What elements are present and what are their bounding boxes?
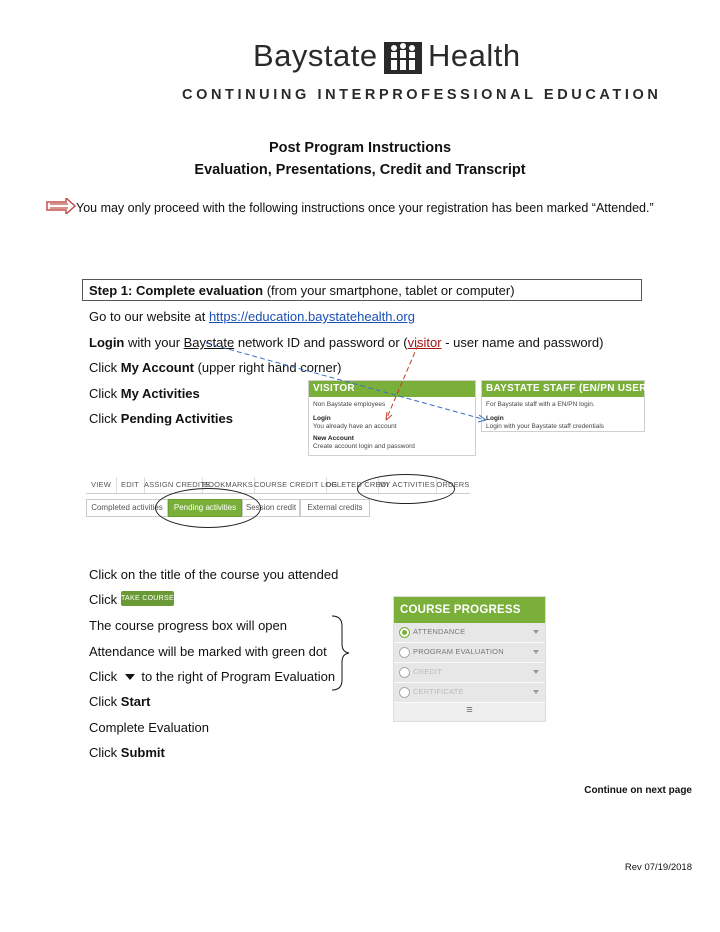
tab-my-activities[interactable]: MY ACTIVITIES (378, 477, 437, 493)
progress-open-line: The course progress box will open (89, 618, 287, 633)
complete-eval-line: Complete Evaluation (89, 720, 209, 735)
login-mid1: with your (124, 335, 184, 350)
step1-detail: (from your smartphone, tablet or computer) (263, 283, 515, 298)
brace-icon (330, 614, 350, 692)
highlight-oval-my-activities (357, 474, 455, 504)
login-bold: Login (89, 335, 125, 350)
logo-word-left: Baystate (253, 38, 378, 73)
website-prefix: Go to our website at (89, 309, 209, 324)
continue-note: Continue on next page (584, 785, 692, 796)
tab-assign-credits[interactable]: ASSIGN CREDITS (144, 477, 203, 493)
visitor-new-desc: Create account login and password (313, 443, 415, 450)
step1-heading: Step 1: Complete evaluation (89, 283, 264, 298)
account-prefix: Click (89, 360, 121, 375)
take-course-button[interactable]: TAKE COURSE ▸ (121, 591, 174, 606)
subtab-completed-activities[interactable]: Completed activities (86, 499, 168, 517)
caret-down-icon (125, 674, 135, 680)
page-subtitle: Evaluation, Presentations, Credit and Transcript (194, 162, 526, 178)
page-title: Post Program Instructions (268, 140, 452, 156)
subtab-session-credit[interactable]: Session credit (242, 499, 300, 517)
visitor-desc: Non Baystate employees (313, 401, 386, 408)
click-arrow-line (89, 669, 335, 684)
visitor-login-link[interactable]: Login (313, 415, 331, 422)
chevron-down-icon[interactable] (533, 670, 539, 674)
login-end: - user name and password) (441, 335, 604, 350)
revision-date: Rev 07/19/2018 (624, 862, 692, 873)
visitor-new-account-link[interactable]: New Account (313, 435, 354, 442)
pending-bold: Pending Activities (120, 411, 233, 426)
attendance-line: Attendance will be marked with green dot (89, 644, 327, 659)
start-bold: Start (120, 694, 151, 709)
staff-login-link[interactable]: Login (486, 415, 504, 422)
tab-orders[interactable]: ORDERS (436, 480, 470, 489)
progress-row-attendance[interactable] (394, 623, 545, 643)
progress-row-credit[interactable] (394, 663, 545, 683)
staff-panel-head: BAYSTATE STAFF (EN/PN USERS) (482, 381, 644, 397)
click-submit-line (89, 745, 165, 760)
progress-row-certificate[interactable] (394, 683, 545, 703)
empty-dot-icon (399, 687, 410, 698)
activities-bold: My Activities (120, 386, 200, 401)
progress-row-program-evaluation[interactable] (394, 643, 545, 663)
activities-prefix: Click (89, 386, 121, 401)
notice-text: You may only proceed with the following instructions once your registration has been marked “Attended.” (76, 201, 654, 215)
empty-dot-icon (399, 667, 410, 678)
subtab-external-credits[interactable]: External credits (300, 499, 370, 517)
subtab-pending-activities[interactable]: Pending activities (168, 499, 242, 517)
course-progress-box (393, 596, 546, 722)
chevron-down-icon[interactable] (533, 690, 539, 694)
submit-prefix: Click (89, 745, 121, 760)
account-end: (upper right hand corner) (193, 360, 342, 375)
progress-label-certificate: CERTIFICATE (413, 687, 464, 696)
logo-word-right: Health (428, 38, 521, 73)
tab-bookmarks[interactable]: BOOKMARKS (202, 477, 255, 493)
tab-course-credit-log[interactable]: COURSE CREDIT LOG (254, 477, 327, 493)
staff-login-desc: Login with your Baystate staff credentials (486, 423, 605, 430)
hamburger-icon[interactable]: ≡ (466, 704, 473, 716)
tab-edit[interactable]: EDIT (116, 477, 145, 493)
progress-label-attendance: ATTENDANCE (413, 627, 466, 636)
progress-label-evaluation: PROGRAM EVALUATION (413, 647, 504, 656)
visitor-login-desc: You already have an account (313, 423, 397, 430)
tab-view[interactable]: VIEW (86, 477, 117, 493)
empty-dot-icon (399, 647, 410, 658)
chevron-down-icon[interactable] (533, 630, 539, 634)
click-arrow-prefix: Click (89, 669, 118, 684)
login-visitor: visitor (407, 335, 442, 350)
chevron-down-icon[interactable] (533, 650, 539, 654)
course-title-line: Click on the title of the course you attended (89, 567, 339, 582)
logo-subtitle: CONTINUING INTERPROFESSIONAL EDUCATION (182, 87, 662, 103)
pending-prefix: Click (89, 411, 121, 426)
submit-bold: Submit (120, 745, 165, 760)
start-prefix: Click (89, 694, 121, 709)
account-bold: My Account (120, 360, 194, 375)
login-mid2: network ID and password or ( (234, 335, 408, 350)
visitor-panel-head: VISITOR (309, 381, 475, 397)
click-start-line (89, 694, 150, 709)
staff-desc: For Baystate staff with a EN/PN login. (486, 401, 595, 408)
progress-label-credit: CREDIT (413, 667, 443, 676)
click-take-course-line: Click (89, 592, 118, 607)
green-dot-icon (399, 627, 410, 638)
highlight-oval-pending (155, 488, 261, 528)
click-arrow-end: to the right of Program Evaluation (137, 669, 336, 684)
login-baystate: Baystate (183, 335, 235, 350)
website-link[interactable]: https://education.baystatehealth.org (208, 309, 415, 324)
course-progress-head: COURSE PROGRESS (394, 597, 545, 623)
tab-deleted-credits[interactable]: DELETED CREDI (326, 477, 379, 493)
